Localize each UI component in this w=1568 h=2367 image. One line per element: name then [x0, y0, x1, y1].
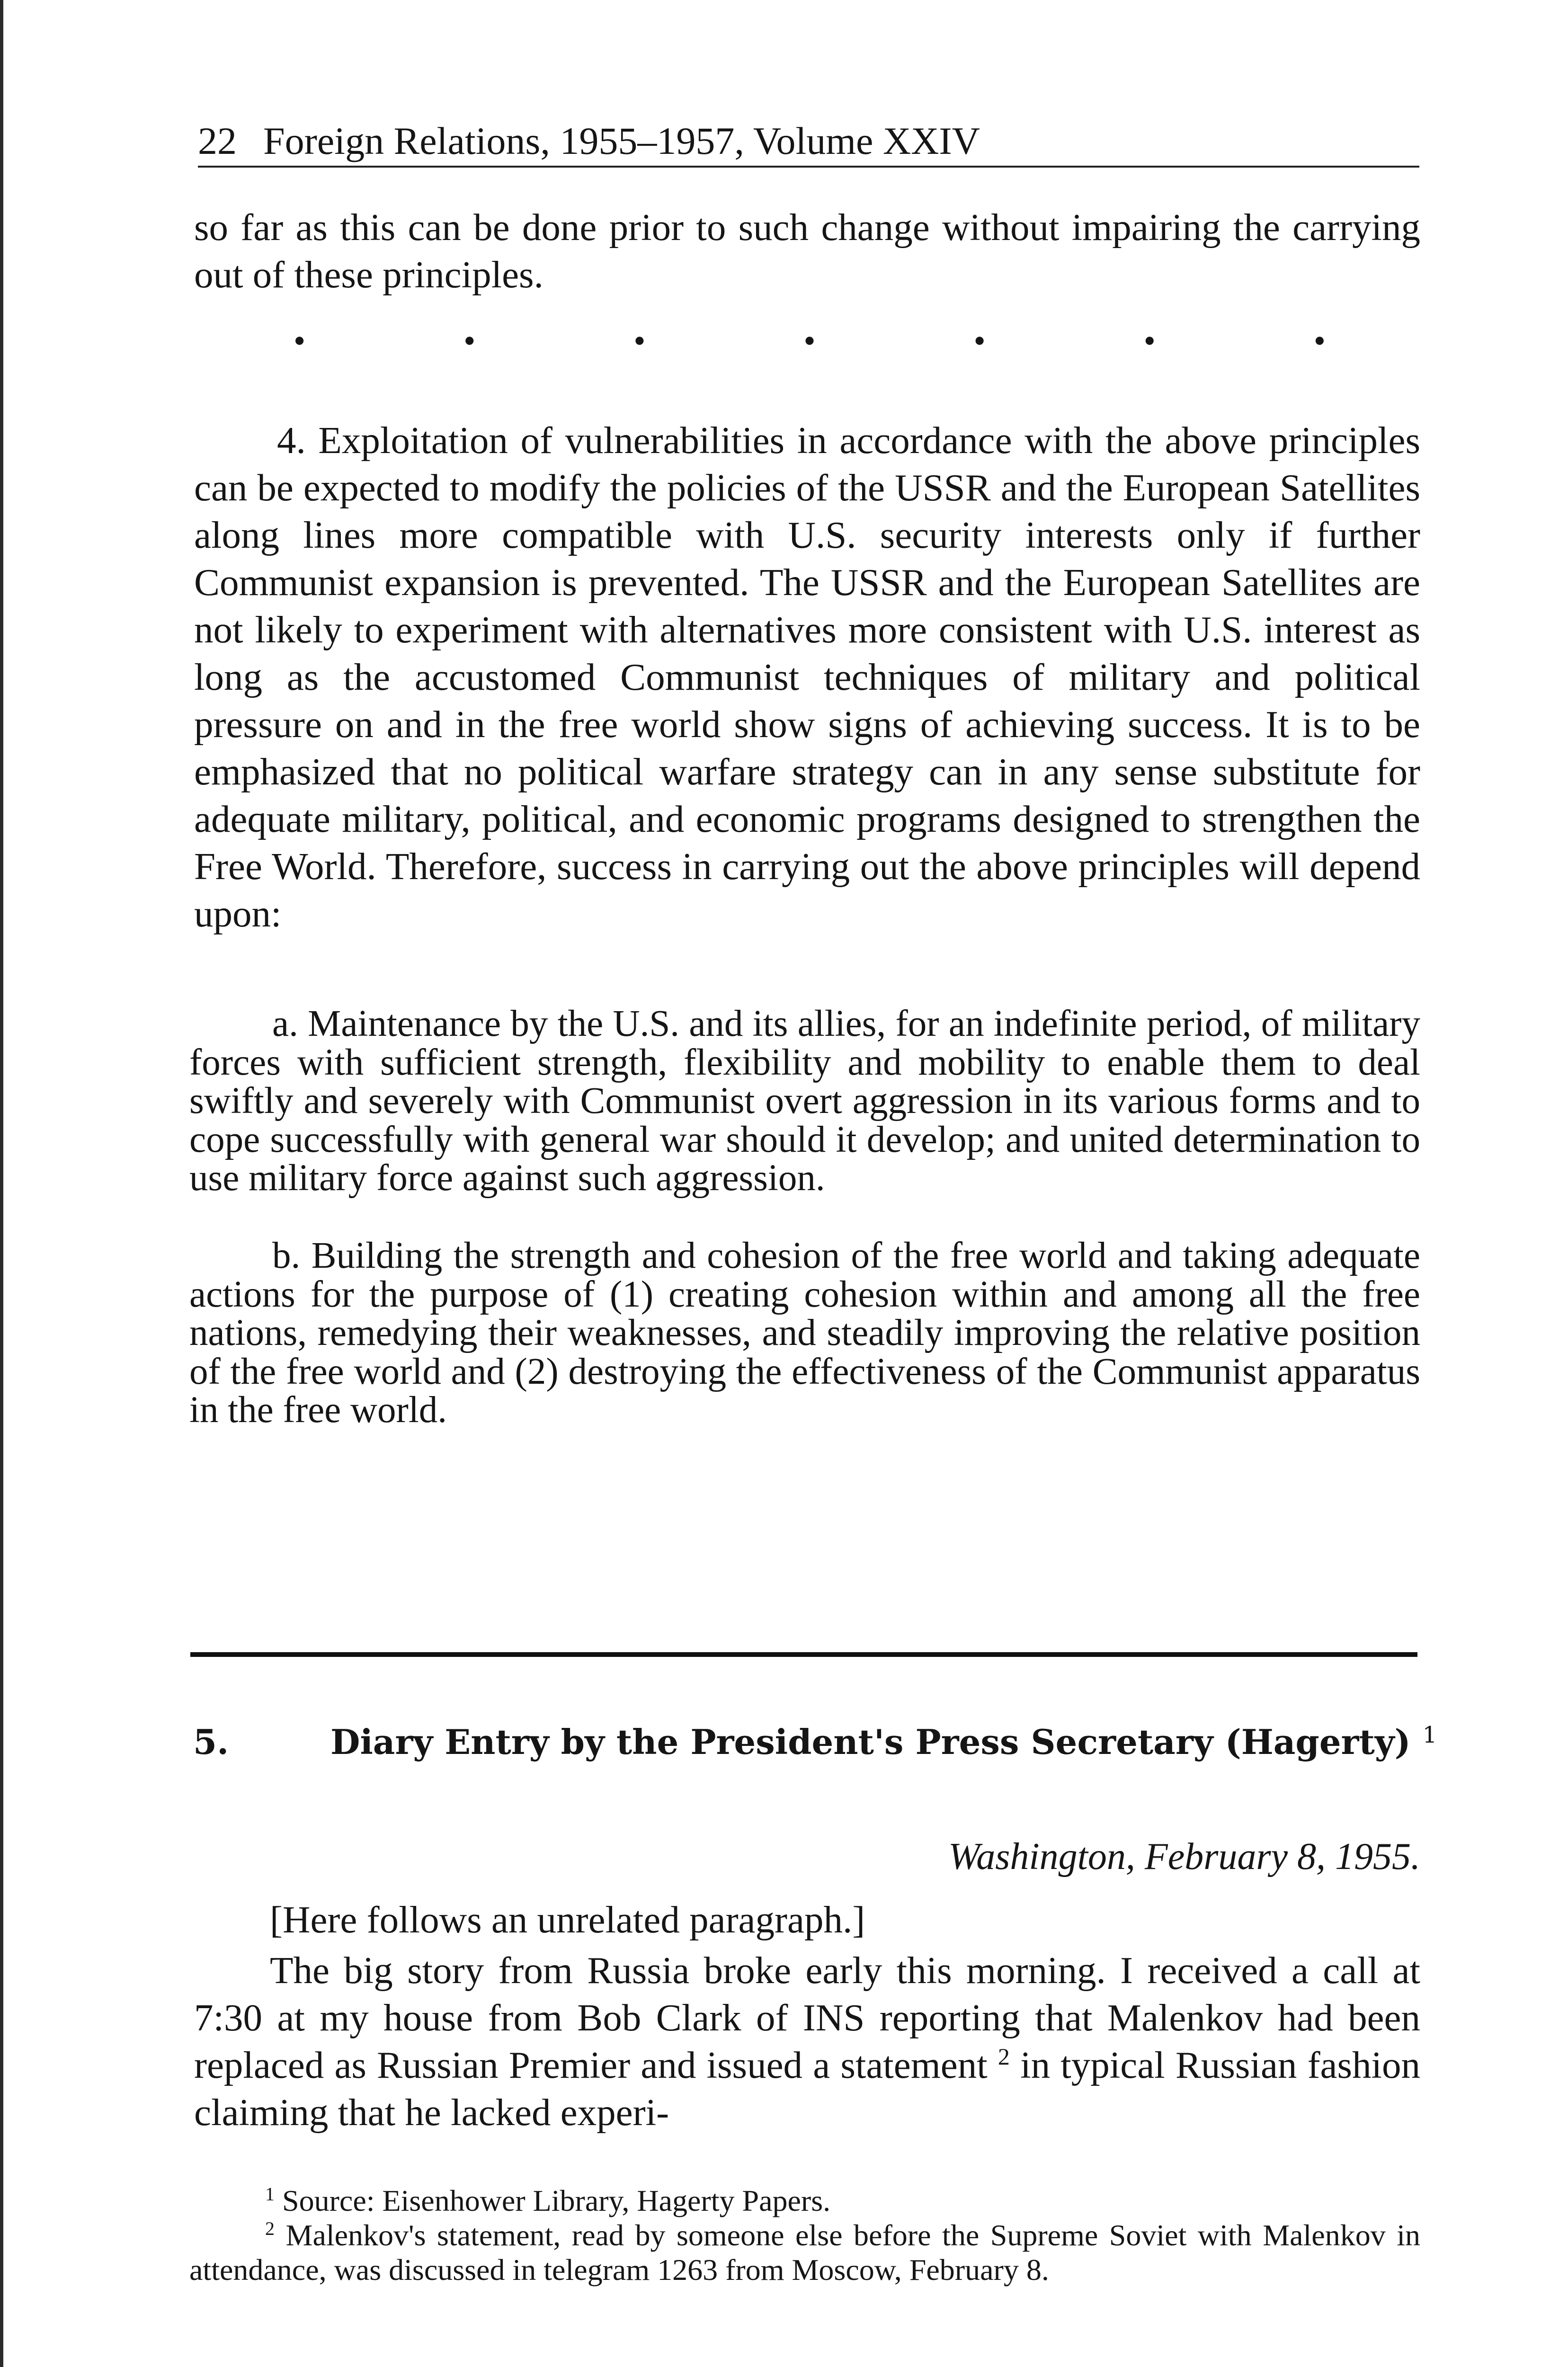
subitem-b: b. Building the strength and cohesion of the free world and taking adequate actions for the purpose of (1) creating cohesion within and among all the free nations, remedying their weaknesses, and steadily improving the relative position of the free world and (2) destroying the effectiveness of the Communist apparatus in the free world. — [189, 1235, 1420, 1431]
footnote-text: Malenkov's statement, read by someone else before the Supreme Soviet with Malenkov in attendance, was discussed in telegram 1263 from Moscow, February 8. — [189, 2218, 1421, 2287]
ellipsis-dot: • — [1313, 322, 1326, 360]
document-heading — [193, 1711, 1437, 1766]
statement-footnote-ref: 2 — [998, 2043, 1010, 2070]
footnote-marker: 2 — [265, 2218, 275, 2239]
running-title: Foreign Relations, 1955–1957, Volume XXIV — [263, 119, 980, 162]
document-number: 5. — [193, 1722, 229, 1762]
footnote-marker: 1 — [265, 2183, 275, 2205]
ellipsis-dot: • — [463, 322, 476, 360]
ellipsis-dot: • — [294, 322, 306, 360]
scan-edge — [0, 0, 3, 2367]
paragraph-4: 4. Exploitation of vulnerabilities in accordance with the above principles can be expected to modify the policies of the USSR and the European Satellites along lines more compatible with U.S. security interests only if further Communist expansion is prevented. The USSR and the European Satellites are not likely to experiment with alternatives more consistent with U.S. interest as long as the accustomed Communist techniques of military and political pressure on and in the free world show signs of achieving success. It is to be emphasized that no political warfare strategy can in any sense substitute for adequate military, political, and economic programs designed to strengthen the Free World. Therefore, success in carrying out the above principles will depend upon: — [194, 419, 1420, 935]
title-footnote-ref: 1 — [1422, 1722, 1437, 1748]
diary-paragraph — [194, 1947, 1420, 2136]
diary-text-part-2: in typical Russian fashion claiming that he lacked experi- — [194, 2044, 1421, 2134]
ellipsis-dot: • — [803, 322, 816, 360]
footnote-text: Source: Eisenhower Library, Hagerty Papers. — [282, 2184, 831, 2217]
diary-text-part-1: The big story from Russia broke early this morning. I received a call at 7:30 at my house from Bob Clark of INS reporting that Malenkov had been replaced as Russian Premier and issued a statement — [194, 1949, 1420, 2086]
running-head — [198, 117, 1419, 168]
unrelated-note: [Here follows an unrelated paragraph.] — [270, 1898, 865, 1941]
page-number: 22 — [198, 119, 237, 162]
continuation-paragraph: so far as this can be done prior to such change without impairing the carrying out of these principles. — [194, 206, 1420, 296]
subitem-a: a. Maintenance by the U.S. and its allies, for an indefinite period, of military forces with sufficient strength, flexibility and mobility to enable them to deal swiftly and severely with Communist overt aggression in its various forms and to cope successfully with general war should it develop; and united determination to use military force against such aggression. — [189, 1003, 1420, 1199]
ellipsis-dots — [294, 322, 1326, 360]
footnote-1 — [189, 2183, 1420, 2218]
footnote-2 — [189, 2218, 1420, 2287]
section-divider — [190, 1652, 1417, 1657]
dateline: Washington, February 8, 1955. — [948, 1836, 1420, 1878]
document-title: Diary Entry by the President's Press Secretary (Hagerty) — [330, 1722, 1411, 1762]
ellipsis-dot: • — [633, 322, 646, 360]
footnotes — [189, 2183, 1420, 2287]
ellipsis-dot: • — [973, 322, 986, 360]
ellipsis-dot: • — [1143, 322, 1156, 360]
